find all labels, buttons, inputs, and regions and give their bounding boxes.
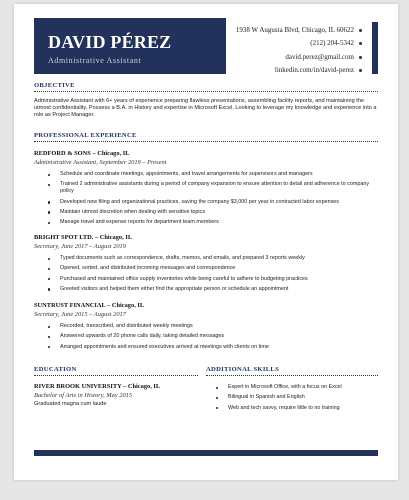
section-divider <box>34 375 198 376</box>
degree: Bachelor of Arts in History, May 2015 <box>34 392 133 399</box>
contact-linkedin: linkedin.com/in/david-perez <box>236 64 362 77</box>
contact-address: 1938 W Augusta Blvd, Chicago, IL 60622 <box>236 24 362 37</box>
job-role-dates: Administrative Assistant, September 2019 – Present <box>34 159 167 166</box>
education-heading: EDUCATION <box>34 366 198 376</box>
list-item: Expert in Microsoft Office, with a focus on Excel <box>202 384 378 391</box>
list-item: Answered upwards of 20 phone calls daily, taking detailed messages <box>34 333 378 340</box>
skills-list <box>202 384 378 415</box>
list-item: Purchased and maintained office supply inventories while being careful to adhere to budgeting practices <box>34 276 378 283</box>
section-divider <box>206 375 378 376</box>
job-bullet-list <box>34 171 378 230</box>
job-role-dates: Secretary, June 2015 – August 2017 <box>34 311 126 318</box>
name-banner <box>34 18 226 74</box>
list-item: Bilingual in Spanish and English <box>202 394 378 401</box>
section-divider <box>34 91 378 92</box>
candidate-name: DAVID PÉREZ <box>48 32 172 52</box>
honors: Graduated magna cum laude <box>34 401 107 407</box>
bullet-dot-icon <box>359 29 362 32</box>
list-item: Trained 2 administrative assistants during a period of company expansion to ensure attention to detail and adherence to company policy <box>34 181 378 195</box>
objective-text: Administrative Assistant with 6+ years of experience preparing flawless presentations, assembling facility reports, and maintaining the utmost confidentiality. Possess a B.A. in History and expertise in Microsoft Excel. Looking to leverage my knowledge and experience into a role as Project Manager. <box>34 98 377 119</box>
list-item: Manage travel and expense reports for department team members <box>34 219 378 226</box>
contact-email: david.perez@gmail.com <box>236 51 362 64</box>
job-bullet-list <box>34 323 378 354</box>
contact-info <box>236 24 362 77</box>
job-bullet-list <box>34 255 378 296</box>
list-item: Arranged appointments and ensured executives arrived at meetings with clients on time <box>34 344 378 351</box>
list-item: Maintain utmost discretion when dealing with sensitive topics <box>34 209 378 216</box>
job-company: SUNTRUST FINANCIAL – Chicago, IL <box>34 302 145 309</box>
bullet-dot-icon <box>359 42 362 45</box>
list-item: Web and tech savvy, require little to no training <box>202 405 378 412</box>
job-title: Administrative Assistant <box>48 56 142 65</box>
objective-heading: OBJECTIVE <box>34 82 378 92</box>
list-item: Typed documents such as correspondence, drafts, memos, and emails, and prepared 3 reports weekly <box>34 255 378 262</box>
skills-heading: ADDITIONAL SKILLS <box>206 366 378 376</box>
list-item: Developed new filing and organizational practices, saving the company $3,000 per year in contracted labor expenses <box>34 199 378 206</box>
list-item: Recorded, transcribed, and distributed weekly meetings <box>34 323 378 330</box>
bullet-dot-icon <box>359 69 362 72</box>
job-role-dates: Secretary, June 2017 – August 2019 <box>34 243 126 250</box>
experience-heading: PROFESSIONAL EXPERIENCE <box>34 132 378 142</box>
contact-phone: (212) 204-5342 <box>236 37 362 50</box>
job-company: BRIGHT SPOT LTD. – Chicago, IL <box>34 234 133 241</box>
school-name: RIVER BROOK UNIVERSITY – Chicago, IL <box>34 383 161 390</box>
footer-accent-bar <box>34 450 378 456</box>
header-accent-bar <box>372 22 378 74</box>
resume-page <box>14 4 398 480</box>
list-item: Schedule and coordinate meetings, appointments, and travel arrangements for supervisors and managers <box>34 171 378 178</box>
list-item: Opened, sorted, and distributed incoming messages and correspondence <box>34 265 378 272</box>
section-divider <box>34 141 378 142</box>
bullet-dot-icon <box>359 56 362 59</box>
list-item: Greeted visitors and helped them either find the appropriate person or schedule an appointment <box>34 286 378 293</box>
job-company: REDFORD & SONS – Chicago, IL <box>34 150 130 157</box>
